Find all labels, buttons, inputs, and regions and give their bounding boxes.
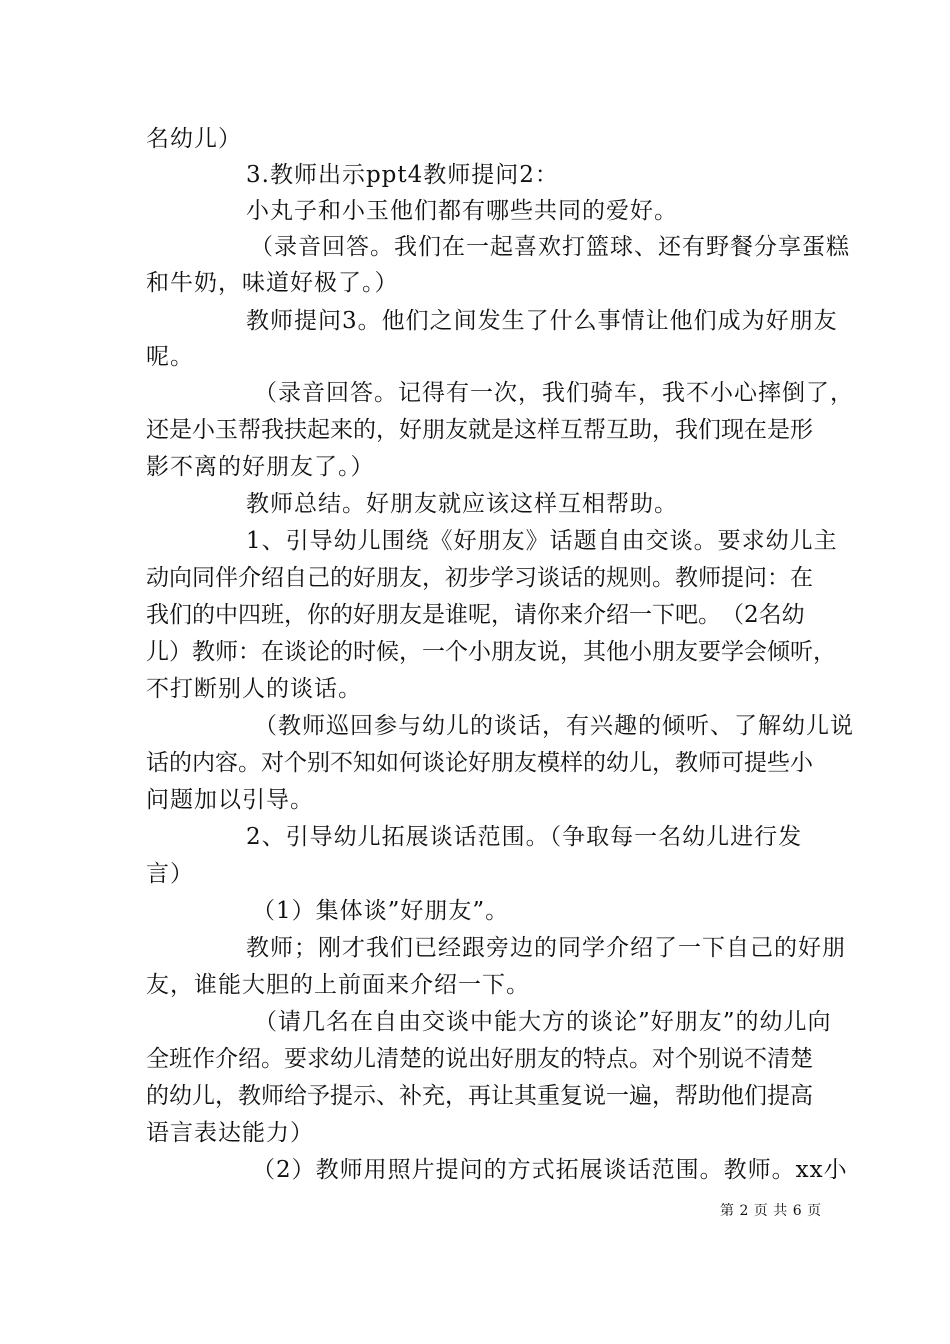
text-line: 教师总结。好朋友就应该这样互相帮助。 [246, 491, 678, 517]
text-line: 言） [146, 861, 194, 887]
text-line: 问题加以引导。 [146, 787, 314, 813]
text-line: 2、引导幼儿拓展谈话范围。（争取每一名幼儿进行发 [246, 824, 803, 850]
text-line: 友，谁能大胆的上前面来介绍一下。 [146, 972, 530, 998]
text-line: 1、引导幼儿围绕《好朋友》话题自由交谈。要求幼儿主 [246, 528, 838, 554]
text-line: （教师巡回参与幼儿的谈话，有兴趣的倾听、了解幼儿说 [254, 713, 854, 739]
text-line: 3.教师出示ppt4教师提问2： [246, 162, 559, 188]
text-line: 影不离的好朋友了。） [146, 454, 375, 480]
text-line: （录音回答。记得有一次，我们骑车，我不小心摔倒了， [254, 380, 854, 406]
text-line: 全 班 作 介 绍 。 要 求 幼 儿 清 楚 的 说 出 好 朋 友 的 特 点 。 对 个 别 说 不 清 楚 [146, 1046, 813, 1072]
text-line: 小丸子和小玉他们都有哪些共同的爱好。 [246, 198, 678, 224]
text-line: （1）集体谈”好朋友”。 [252, 898, 510, 924]
text-line: 儿 ） 教 师 ： 在 谈 论 的 时 候 ， 一 个 小 朋 友 说 ， 其 他 小 朋 友 要 学 会 倾 听 ， [146, 639, 836, 665]
text-line: 我 们 的 中 四 班 ， 你 的 好 朋 友 是 谁 呢 ， 请 你 来 介 绍 一 下 吧 。 （ 2 名 幼 [146, 602, 805, 628]
text-line: 教师；刚才我们已经跟旁边的同学介绍了一下自己的好朋 [246, 935, 846, 961]
text-line: （请几名在自由交谈中能大方的谈论”好朋友”的幼儿向 [254, 1009, 832, 1035]
text-line: 话 的 内 容 。 对 个 别 不 知 如 何 谈 论 好 朋 友 模 样 的 幼 儿 ， 教 师 可 提 些 小 [146, 750, 813, 776]
text-line: 不打断别人的谈话。 [146, 676, 362, 702]
text-line: 还 是 小 玉 帮 我 扶 起 来 的 ， 好 朋 友 就 是 这 样 互 帮 互 助 ， 我 们 现 在 是 形 [146, 417, 813, 443]
page-number-footer: 第 2 页 共 6 页 [720, 1203, 822, 1219]
text-line: 的 幼 儿 ， 教 师 给 予 提 示 、 补 充 ， 再 让 其 重 复 说 一 遍 ， 帮 助 他 们 提 高 [146, 1083, 813, 1109]
text-line: 呢。 [146, 344, 194, 370]
text-line: 和牛奶，味道好极了。） [146, 270, 399, 296]
text-line: 动 向 同 伴 介 绍 自 己 的 好 朋 友 ， 初 步 学 习 谈 话 的 规 则 。 教 师 提 问 ： 在 [146, 565, 813, 591]
text-line: 名幼儿） [146, 126, 242, 152]
text-line: 教师提问3。他们之间发生了什么事情让他们成为好朋友 [246, 308, 838, 334]
text-line: 语言表达能力） [146, 1120, 314, 1146]
text-line: （2）教师用照片提问的方式拓展谈话范围。教师。xx小 [252, 1157, 848, 1183]
text-line: （录音回答。我们在一起喜欢打篮球、还有野餐分享蛋糕 [250, 234, 850, 260]
